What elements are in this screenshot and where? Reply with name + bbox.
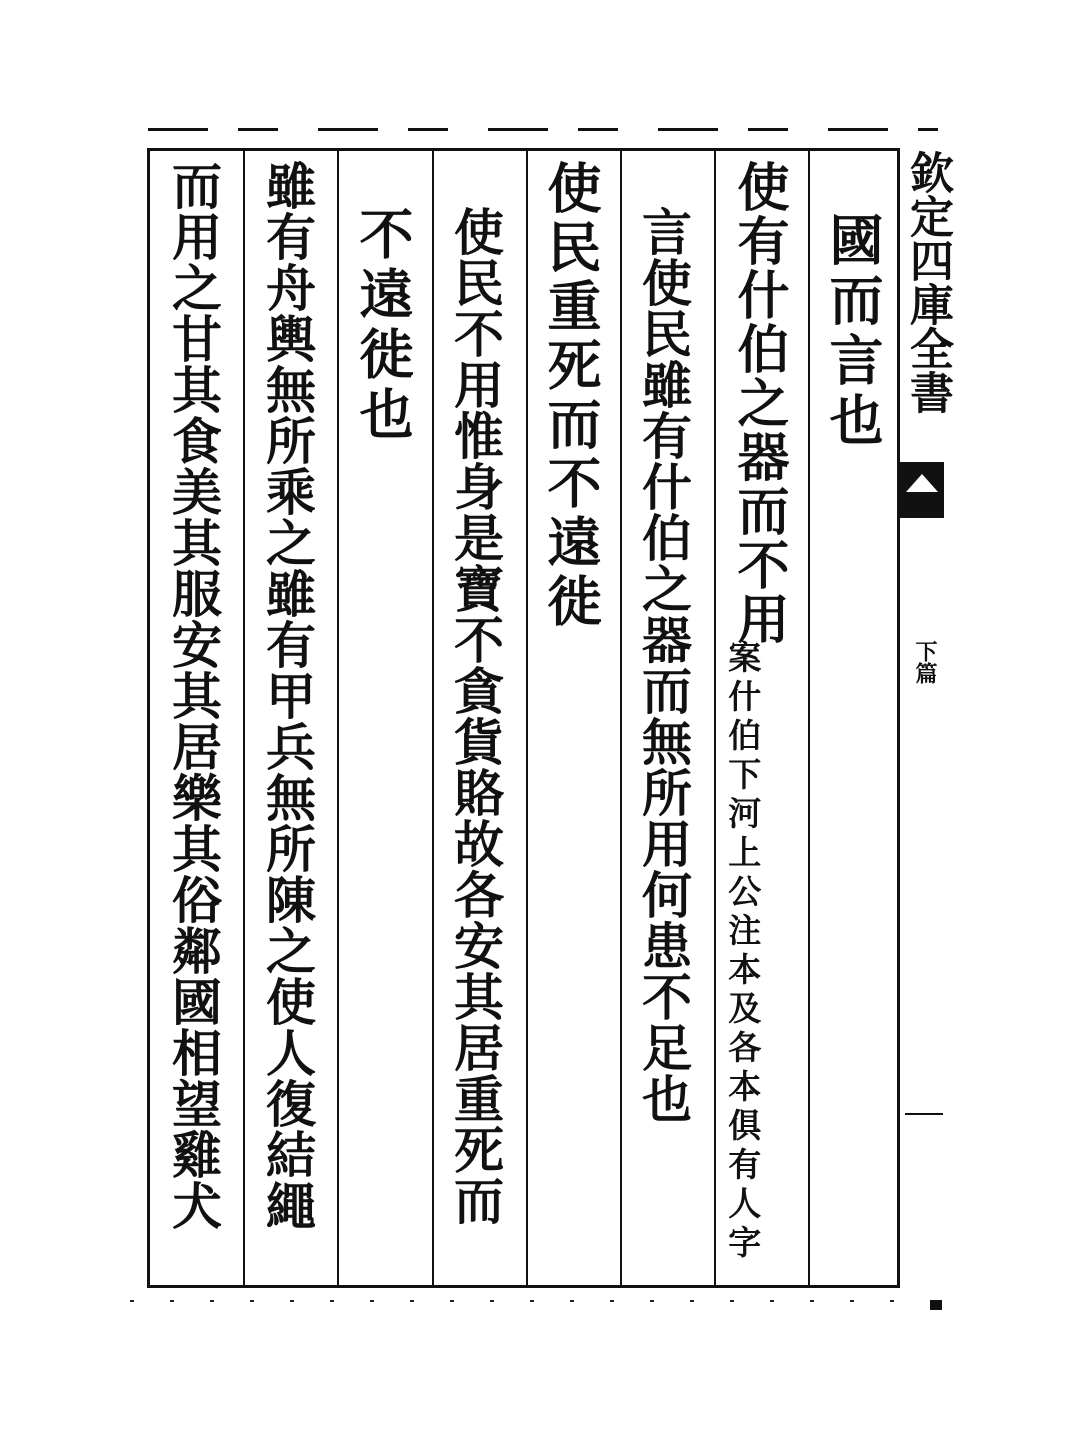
bottom-border-rule <box>130 1300 930 1302</box>
margin-book-title: 欽定四庫全書 <box>902 150 953 414</box>
top-border-rule <box>148 128 938 131</box>
text-column-1: 國而言也 <box>821 212 885 452</box>
margin-section-label: 下篇 <box>912 640 938 684</box>
column-divider <box>620 148 622 1288</box>
column-divider <box>432 148 434 1288</box>
corner-mark <box>930 1300 942 1310</box>
column-divider <box>714 148 716 1288</box>
annotation-note-line-2: 本及各本俱有人字 <box>723 952 763 1264</box>
text-column-8: 而用之甘其食美其服安其居樂其俗鄰國相望雞犬 <box>164 160 223 1231</box>
text-column-2: 使有什伯之器而不用 <box>728 160 789 646</box>
fish-tail-mark <box>900 462 944 518</box>
annotation-note-line-1: 案什伯下河上公注 <box>723 640 763 952</box>
column-divider <box>243 148 245 1288</box>
text-column-7: 雖有舟輿無所乘之雖有甲兵無所陳之使人復結繩 <box>258 160 317 1231</box>
text-column-5: 使民不用惟身是寶不貪貨賂故各安其居重死而 <box>446 206 505 1226</box>
column-divider <box>808 148 810 1288</box>
margin-rule <box>905 1113 943 1115</box>
text-column-4: 使民重死而不遠徙 <box>539 160 603 632</box>
annotation-note <box>722 640 763 1264</box>
text-column-3: 言使民雖有什伯之器而無所用何患不足也 <box>634 206 693 1124</box>
column-divider <box>337 148 339 1288</box>
text-column-6: 不遠徙也 <box>351 206 415 446</box>
column-divider <box>526 148 528 1288</box>
